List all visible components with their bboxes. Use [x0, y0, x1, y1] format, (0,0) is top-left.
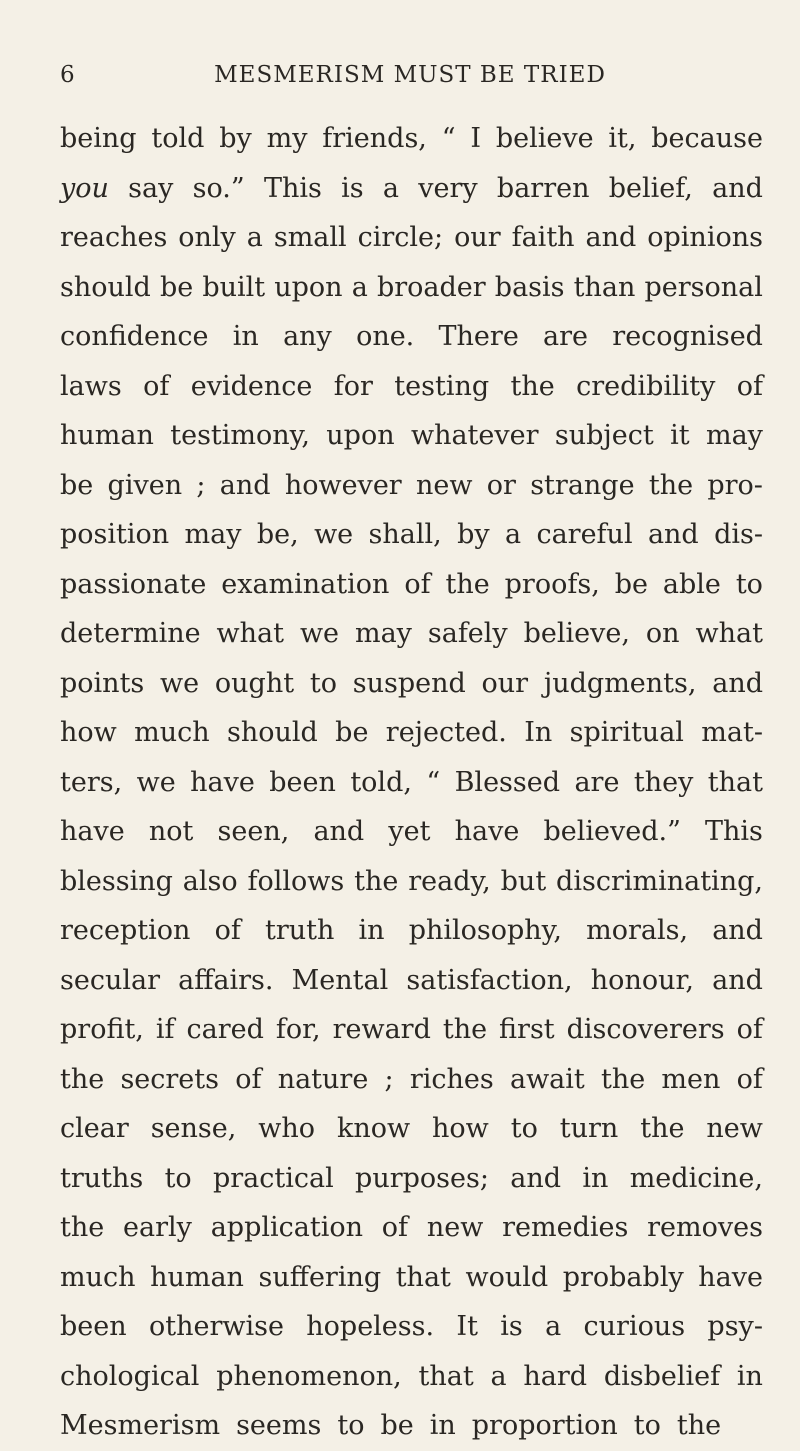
word: of: [235, 1063, 262, 1095]
word: passionate: [60, 568, 207, 600]
word: phenomenon,: [216, 1360, 402, 1392]
word: belief,: [608, 172, 693, 204]
word: affairs.: [178, 964, 274, 996]
text-line: [60, 609, 763, 659]
text-line: [60, 263, 763, 313]
word: to: [337, 1410, 365, 1441]
word: of: [736, 370, 763, 402]
word: also: [182, 865, 238, 897]
word: for,: [275, 1014, 321, 1045]
word: reward: [332, 1014, 431, 1045]
word: satisfaction,: [406, 964, 573, 996]
word: proportion: [471, 1410, 618, 1441]
word: be: [614, 568, 648, 600]
word: new: [706, 1113, 763, 1144]
word: human: [60, 420, 154, 451]
word: reception: [60, 915, 191, 946]
word: be,: [256, 519, 299, 550]
word: believe: [495, 123, 594, 154]
word: be: [60, 469, 94, 501]
word: ready,: [408, 865, 491, 897]
text-line: [60, 510, 763, 560]
word: have: [60, 816, 125, 847]
text-line: [60, 114, 763, 164]
word: hard: [523, 1360, 588, 1392]
word: secular: [60, 964, 160, 996]
word: the: [510, 370, 555, 402]
word: be: [380, 1410, 414, 1441]
text-line: [60, 956, 763, 1006]
word: honour,: [590, 964, 694, 996]
word: able: [662, 568, 721, 600]
word: the: [60, 1063, 105, 1095]
word: however: [284, 469, 402, 501]
word: profit,: [60, 1014, 144, 1045]
word: very: [418, 172, 478, 204]
word: of: [736, 1014, 763, 1045]
word: how: [60, 717, 117, 748]
word: men: [661, 1063, 721, 1095]
word: In: [524, 717, 553, 748]
word: we: [299, 618, 340, 649]
word: dis-: [714, 519, 763, 550]
word: hopeless.: [306, 1311, 435, 1342]
word: truth: [264, 915, 335, 946]
word: we: [136, 766, 176, 798]
word: “: [426, 766, 441, 798]
word: or: [486, 469, 516, 501]
word: may: [705, 420, 763, 451]
word: of: [404, 568, 431, 600]
word: say: [128, 172, 174, 204]
word: on: [645, 618, 680, 649]
word: rejected.: [385, 717, 507, 748]
text-line: [60, 906, 763, 956]
word: suspend: [352, 667, 466, 699]
word: testimony,: [170, 420, 310, 451]
word: you: [60, 172, 109, 204]
word: what: [695, 618, 763, 649]
word: if: [155, 1014, 175, 1045]
word: to: [164, 1162, 192, 1194]
word: human: [150, 1261, 244, 1293]
word: by: [457, 519, 490, 550]
word: I: [470, 123, 481, 154]
word: and: [712, 667, 763, 699]
word: strange: [530, 469, 635, 501]
word: and: [585, 222, 637, 253]
word: purposes;: [355, 1162, 489, 1194]
word: riches: [409, 1063, 494, 1095]
word: the: [648, 469, 694, 501]
word: of: [143, 370, 170, 402]
word: we: [160, 667, 200, 699]
word: barren: [496, 172, 590, 204]
word: This: [705, 816, 763, 847]
word: much: [134, 717, 210, 748]
word: position: [60, 519, 170, 550]
word: Mesmerism: [60, 1410, 221, 1441]
word: our: [481, 667, 529, 699]
word: but: [500, 865, 547, 897]
word: upon: [274, 271, 343, 303]
word: of: [736, 1063, 763, 1095]
word: believe,: [523, 618, 630, 649]
word: in: [582, 1162, 609, 1194]
text-line: [60, 362, 763, 412]
word: in: [232, 321, 259, 352]
word: whatever: [410, 420, 539, 451]
text-line: [60, 461, 763, 511]
word: they: [633, 766, 694, 798]
word: safely: [427, 618, 508, 649]
word: much: [60, 1261, 136, 1293]
word: our: [454, 222, 501, 253]
word: friends,: [322, 123, 427, 154]
word: ;: [384, 1063, 394, 1095]
word: only: [178, 222, 236, 253]
word: credibility: [576, 370, 716, 402]
word: who: [258, 1113, 316, 1144]
text-line: [60, 708, 763, 758]
word: may: [354, 618, 412, 649]
word: that: [395, 1261, 451, 1293]
word: the: [640, 1113, 685, 1144]
word: basis: [494, 271, 565, 303]
word: secrets: [120, 1063, 219, 1095]
word: may: [184, 519, 242, 550]
text-line: [60, 1104, 763, 1154]
word: it,: [608, 123, 637, 154]
word: how: [432, 1113, 489, 1144]
word: sense,: [150, 1113, 237, 1144]
word: ought: [214, 667, 295, 699]
word: and: [313, 816, 365, 847]
word: told,: [350, 766, 412, 798]
word: to: [309, 667, 337, 699]
word: recognised: [612, 321, 763, 352]
word: chological: [60, 1360, 200, 1392]
word: are: [574, 766, 620, 798]
page-header: [60, 62, 760, 98]
word: There: [438, 321, 519, 352]
word: not: [148, 816, 194, 847]
running-head: MESMERISM MUST BE TRIED: [214, 62, 606, 88]
word: been: [269, 766, 336, 798]
word: to: [633, 1410, 661, 1441]
word: would: [465, 1261, 549, 1293]
word: cared: [186, 1014, 264, 1045]
text-line: [60, 1055, 763, 1105]
word: personal: [644, 271, 763, 303]
word: by: [219, 123, 252, 154]
text-line: [60, 1352, 763, 1402]
word: a: [504, 519, 522, 550]
text-line: [60, 1005, 763, 1055]
word: disbelief: [603, 1360, 721, 1392]
text-line: [60, 1154, 763, 1204]
word: This: [263, 172, 322, 204]
word: It: [456, 1311, 478, 1342]
word: a: [246, 222, 263, 253]
word: what: [216, 618, 284, 649]
word: remedies: [502, 1212, 629, 1243]
word: is: [341, 172, 364, 204]
word: Blessed: [454, 766, 561, 798]
text-line: [60, 659, 763, 709]
word: is: [500, 1311, 523, 1342]
word: are: [543, 321, 589, 352]
word: small: [273, 222, 347, 253]
word: removes: [647, 1212, 763, 1243]
word: to: [735, 568, 763, 600]
word: practical: [212, 1162, 334, 1194]
word: turn: [559, 1113, 619, 1144]
text-line: [60, 164, 763, 214]
word: early: [123, 1212, 192, 1243]
word: in: [429, 1410, 456, 1441]
word: laws: [60, 370, 122, 402]
text-line: [60, 807, 763, 857]
text-line: [60, 213, 763, 263]
word: be: [335, 717, 369, 748]
word: medicine,: [629, 1162, 763, 1194]
word: application: [210, 1212, 363, 1243]
word: and: [712, 964, 763, 996]
word: spiritual: [569, 717, 684, 748]
word: suffering: [258, 1261, 382, 1293]
word: a: [545, 1311, 562, 1342]
word: morals,: [586, 915, 689, 946]
word: it: [670, 420, 690, 451]
word: told: [151, 123, 205, 154]
word: judgments,: [543, 667, 697, 699]
word: discriminating,: [556, 865, 763, 897]
word: mat-: [701, 717, 763, 748]
word: for: [333, 370, 373, 402]
word: that: [418, 1360, 474, 1392]
word: have: [190, 766, 255, 798]
word: a: [382, 172, 399, 204]
page-number: 6: [60, 62, 76, 88]
word: blessing: [60, 865, 173, 897]
word: discoverers: [566, 1014, 725, 1045]
word: any: [283, 321, 332, 352]
word: careful: [536, 519, 633, 550]
word: built: [202, 271, 266, 303]
word: Mental: [291, 964, 389, 996]
word: know: [336, 1113, 411, 1144]
body-text: [60, 114, 763, 1451]
word: given: [107, 469, 183, 501]
text-line: [60, 857, 763, 907]
word: of: [214, 915, 241, 946]
word: broader: [376, 271, 486, 303]
word: reaches: [60, 222, 168, 253]
word: psy-: [707, 1311, 763, 1342]
text-line: [60, 411, 763, 461]
word: have: [454, 816, 520, 847]
word: a: [490, 1360, 507, 1392]
word: clear: [60, 1113, 129, 1144]
word: because: [651, 123, 763, 154]
word: the: [60, 1212, 105, 1243]
word: and: [510, 1162, 562, 1194]
text-line: [60, 560, 763, 610]
word: truths: [60, 1162, 144, 1194]
word: the: [676, 1410, 722, 1441]
word: curious: [583, 1311, 686, 1342]
word: examination: [221, 568, 390, 600]
word: pro-: [707, 469, 763, 501]
word: confidence: [60, 321, 209, 352]
word: upon: [326, 420, 395, 451]
word: philosophy,: [408, 915, 562, 946]
word: await: [509, 1063, 585, 1095]
word: points: [60, 667, 145, 699]
word: than: [573, 271, 636, 303]
word: should: [227, 717, 318, 748]
text-line: [60, 1203, 763, 1253]
word: ters,: [60, 766, 123, 798]
word: ;: [196, 469, 206, 501]
word: believed.”: [543, 816, 681, 847]
word: and: [712, 172, 763, 204]
word: first: [499, 1014, 555, 1045]
word: and: [219, 469, 271, 501]
word: one.: [356, 321, 415, 352]
word: be: [159, 271, 194, 303]
word: follows: [247, 865, 345, 897]
word: probably: [562, 1261, 684, 1293]
word: we: [314, 519, 354, 550]
word: the: [354, 865, 399, 897]
word: seems: [236, 1410, 322, 1441]
word: nature: [277, 1063, 369, 1095]
word: testing: [394, 370, 490, 402]
word: yet: [388, 816, 431, 847]
word: evidence: [190, 370, 313, 402]
word: in: [736, 1360, 763, 1392]
word: the: [600, 1063, 646, 1095]
text-line: [60, 1401, 763, 1451]
word: opinions: [647, 222, 763, 253]
word: a: [351, 271, 368, 303]
word: circle;: [357, 222, 444, 253]
text-line: [60, 1302, 763, 1352]
word: have: [698, 1261, 763, 1293]
word: determine: [60, 618, 201, 649]
word: of: [381, 1212, 409, 1243]
word: should: [60, 271, 151, 303]
word: new: [426, 1212, 484, 1243]
word: seen,: [217, 816, 290, 847]
word: that: [707, 766, 763, 798]
word: in: [358, 915, 385, 946]
word: being: [60, 123, 137, 154]
word: the: [442, 1014, 488, 1045]
word: “: [441, 123, 456, 154]
word: to: [510, 1113, 538, 1144]
text-line: [60, 312, 763, 362]
text-line: [60, 1253, 763, 1303]
word: and: [647, 519, 699, 550]
word: subject: [554, 420, 654, 451]
word: new: [415, 469, 473, 501]
word: so.”: [192, 172, 245, 204]
word: otherwise: [148, 1311, 284, 1342]
text-line: [60, 758, 763, 808]
word: and: [712, 915, 763, 946]
word: proofs,: [504, 568, 600, 600]
word: been: [60, 1311, 127, 1342]
word: my: [266, 123, 308, 154]
word: shall,: [368, 519, 442, 550]
word: faith: [511, 222, 575, 253]
word: the: [445, 568, 490, 600]
